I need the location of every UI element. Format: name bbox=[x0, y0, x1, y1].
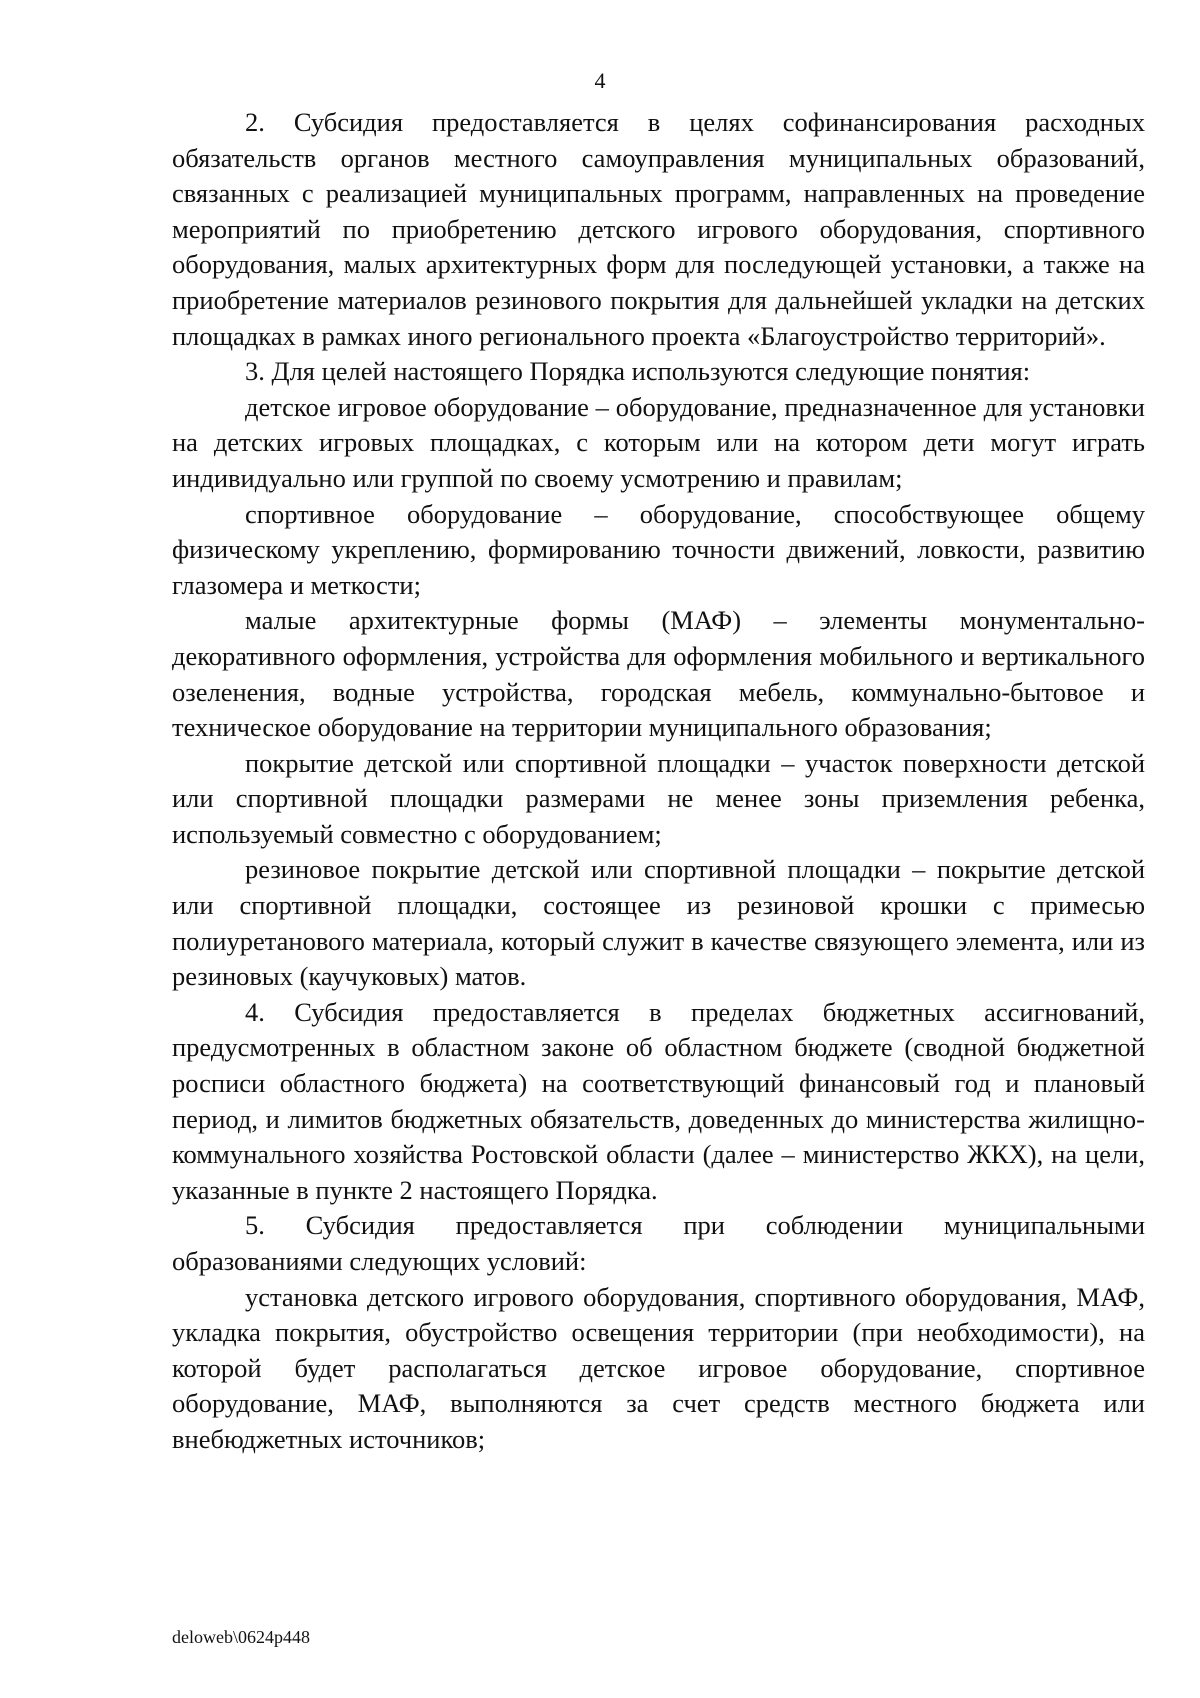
paragraph-item-5: 5. Субсидия предоставляется при соблюдении муниципальными образованиями следующих условий: bbox=[172, 1210, 1145, 1276]
document-footer-code: deloweb\0624p448 bbox=[172, 1627, 310, 1647]
definition-rubber-surface: резиновое покрытие детской или спортивной площадки – покрытие детской или спортивной площадки, состоящее из резиновой крошки с примесью полиуретанового материала, который служит в качестве связующего элемента, или из резиновых (каучуковых) матов. bbox=[172, 854, 1145, 992]
definition-sports-equipment: спортивное оборудование – оборудование, способствующее общему физическому укреплению, формированию точности движений, ловкости, развитию глазомера и меткости; bbox=[172, 498, 1145, 600]
page-number: 4 bbox=[594, 68, 606, 93]
paragraph-item-4: 4. Субсидия предоставляется в пределах бюджетных ассигнований, предусмотренных в областном законе об областном бюджете (сводной бюджетной росписи областного бюджета) на соответствующий финансовый год и плановый период, и лимитов бюджетных обязательств, доведенных до министерства жилищно-коммунального хозяйства Ростовской области (далее – министерство ЖКХ), на цели, указанные в пункте 2 настоящего Порядка. bbox=[172, 996, 1145, 1205]
definition-small-architectural-forms: малые архитектурные формы (МАФ) – элементы монументально-декоративного оформления, устройства для оформления мобильного и вертикального озеленения, водные устройства, городская мебель, коммунально-бытовое и техническое оборудование на территории муниципального образования; bbox=[172, 605, 1145, 743]
paragraph-item-2: 2. Субсидия предоставляется в целях софинансирования расходных обязательств органов местного самоуправления муниципальных образований, связанных с реализацией муниципальных программ, направленных на проведение мероприятий по приобретению детского игрового оборудования, спортивного оборудования, малых архитектурных форм для последующей установки, а также на приобретение материалов резинового покрытия для дальнейшей укладки на детских площадках в рамках иного регионального проекта «Благоустройство территорий». bbox=[172, 107, 1145, 351]
paragraph-item-3: 3. Для целей настоящего Порядка используются следующие понятия: bbox=[245, 356, 1031, 387]
definition-playground-surface: покрытие детской или спортивной площадки – участок поверхности детской или спортивной площадки размерами не менее зоны приземления ребенка, используемый совместно с оборудованием; bbox=[172, 747, 1145, 849]
document-body bbox=[172, 105, 1145, 1458]
definition-playground-equipment: детское игровое оборудование – оборудование, предназначенное для установки на детских игровых площадках, с которым или на котором дети могут играть индивидуально или группой по своему усмотрению и правилам; bbox=[172, 391, 1145, 493]
condition-installation: установка детского игрового оборудования, спортивного оборудования, МАФ, укладка покрытия, обустройство освещения территории (при необходимости), на которой будет располагаться детское игровое оборудование, спортивное оборудование, МАФ, выполняются за счет средств местного бюджета или внебюджетных источников; bbox=[172, 1281, 1145, 1454]
